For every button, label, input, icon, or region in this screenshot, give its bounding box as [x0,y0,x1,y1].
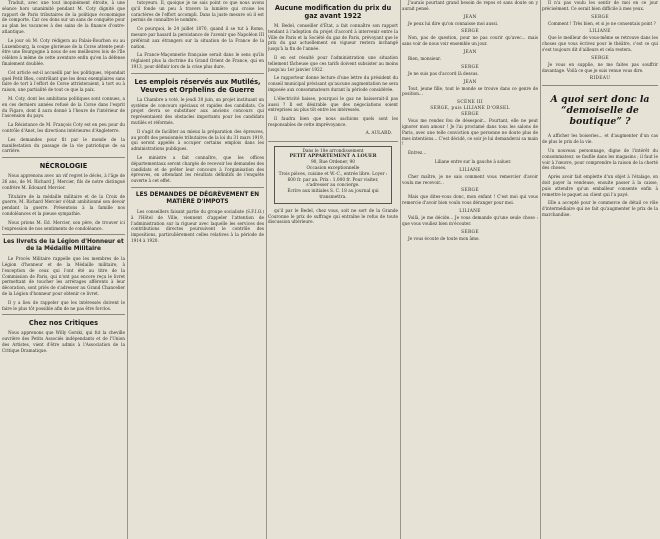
speaker-name: SERGE [461,188,479,194]
speaker-name: LILIANE [589,29,611,35]
dialog-line: Cher maître, je ne sais comment vous remercier d'avoir voulu me recevoir... [402,173,538,185]
necrologie-paragraph: Nous apprenons avec un vif regret le décès, à l'âge de 26 ans, de M. Richard J. Mercier, fils de notre distingué confrère M. Edouard Mercier. [2,173,125,190]
section-divider [2,157,125,158]
column-4 [402,0,538,539]
gaz-paragraph: Le rapporteur donne lecture d'une lettre du président du conseil municipal précisant qu'aucune augmentation ne sera imposée aux consommateurs durant la période considérée. [268,75,398,92]
emplois-paragraph: La Chambre a voté, le jeudi 30 juin, un projet instituant un système de concours spéciaux et rapides des candidats. Ce projet devra se substituer aux anciens concours qui représentaient des obstacles importants pour les candidats mutilés et réformés. [131,96,264,125]
section-divider [131,73,264,74]
necrologie-heading: NÉCROLOGIE [39,162,88,171]
speaker-name: SERGE [461,64,479,70]
section-divider [542,85,658,86]
dialog-line: Non, pas de question, pour ne pas courir qu'avec... mais sans voir de nous voir ensemble un jour. [402,35,538,47]
scene-cast: SERGE, puis LILIANE D'ORSEL [430,106,510,112]
speaker-name: SERGE [461,229,479,235]
article-paragraph: Traduit, avec une tout inopinément étroite, à une séance hors unanimité pendant M. Coty dignité que rapport de Paris tributaires de la politique économique de comporte. Car ces dons sur un sans de conquête pour au plan les vacances à des sains de la finance d'outre-atlantique. [2,0,125,34]
gaz-heading: Aucune modification du prix du gaz avant 1922 [274,4,392,20]
section-divider [2,314,125,315]
demoiselle-paragraph: Un nouveau personnage, digne de l'intérêt du consommateur, se faufile dans les magasins ; il faut le voir à l'œuvre, pour comprendre la raison de la cherté des choses. [542,147,658,171]
column-rule [400,0,401,539]
dialog-line: Rien, monsieur. [408,55,442,61]
ad-footer: Écrire aux initiales S. C. 18 au journal qui transmettra. [287,189,379,200]
ad-tagline: Occasion exceptionnelle [306,165,360,171]
demoiselle-heading: A quoi sert donc la “demoiselle de boutique” ? [550,94,650,128]
emplois-heading: Les emplois réservés aux Mutilés, Veuves et Orphelins de Guerre [134,77,261,94]
speaker-name: SERGE [461,29,479,35]
dialog-line: Comment ! Très bien, et si je ne consentais point ? [548,20,656,26]
article-paragraph: La Résistance de M. François Coty est en peu pour du contrôle d'Anet, les directions intérieures d'Angleterre. [2,122,125,133]
rideau-label: RIDEAU [589,76,611,82]
dialog-line: Tout, jeune fille, tout le monde se trouve dans ce genre de position... [402,85,538,97]
dialog-line: Que le meilleur de vous-même se retrouve dans les choses que vous écrivez pour le théâtre, c'est ce qui s'est toujours dit d'ailleurs et cela restera. [542,35,658,52]
gaz-paragraph: Il en est résulté pour l'administration une situation tellement fâcheuse que ces tarifs doivent subsister au moins jusqu'au 1er janvier 1922. [268,54,398,72]
emplois-paragraph: Il s'agit de faciliter au mieux la préparation des épreuves, au profit des pensionnés tributaires de la loi du 31 mars 1919, qui seront appelés à occuper certains emplois dans les administrations publiques. [131,128,264,152]
legion-heading: Les livrets de la Légion d'Honneur et de la Médaille Militaire [3,239,124,253]
speaker-name: JEAN [463,49,477,55]
degrevement-heading: LES DEMANDES DE DÉGRÈVEMENT EN MATIÈRE D'IMPOTS [135,191,260,205]
demoiselle-paragraph: Après avoir fait emplette d'un objet à l'étalage, on doit payer la vendeuse, ensuite passer à la caisse, puis attendre qu'un emballeur consente enfin à remettre le paquet au client qui l'a payé. [542,174,658,197]
speaker-name: SERGE [461,112,479,118]
gaz-paragraph: M. Bedel, conseiller d'État, a fait connaître son rapport tendant à l'adoption du projet d'accord à intervenir entre la Ville de Paris et la Société du gaz de Paris, prévoyant que le prix du gaz actuellement en vigueur restera inchangé jusqu'à la fin de l'année. [268,23,398,52]
column-rule [127,0,128,539]
article-paragraph: Les demandes pour fit par le monde de la manifestation du passage de la vie patriotique de sa carrière. [2,136,125,154]
speaker-name: SERGE [591,55,609,61]
scene-heading: SCÈNE III [457,100,483,106]
article-paragraph: Le jour où M. Coty rédigera au Palais-Bourbon ou au Luxembourg, la coupe glorieuse de la Corse attente peut-être une Bourgogne à nous de ses meilleures lois de l'île célèbre à même de cette aventure enfin qu'en la défense finalement doublée. [2,37,125,66]
dialog-line: Je peux lui dire qu'on connaisse moi aussi. [408,20,499,26]
demoiselle-paragraph: Elle a accepté pour le commerce de détail ce rôle d'intermédiaire qui ne fait qu'augmenter le prix de la marchandise. [542,200,658,217]
ad-address: 90, Rue Ordener, 90 [310,160,356,166]
ad-location: Dans le 18e arrondissement [302,148,364,154]
column-1 [2,0,125,539]
dialog-line: Vous me rendez fou de désespoir... Pourtant, elle ne peut ignorer mon amour ! Je l'ai proclamé dans tous les salons de Paris, avec une telle conviction que personne ne doute plus de mes intentions... C'est décidé, ce soir je lui demanderai sa main ! [402,118,538,147]
gaz-paragraph: L'électricité baisse, pourquoi le gaz ne baisserait-il pas aussi ? Il est désirable que des négociations soient entreprises au plus tôt entre les intéressés. [268,95,398,113]
dialog-line: Je ne suis pas d'accord là dessus. [408,70,479,76]
column-rule [266,0,267,539]
speaker-name: LILIANE [459,167,481,173]
dialog-line: Voilà, je me décide... Je vous demande qu'une seule chose : que vous vouliez bien m'écouter. [402,214,538,226]
stage-direction: Liliane entre sur la gauche à saluer. [434,158,512,164]
dialog-line: J'aurais pourtant grand besoin de repos et sans doute on y aurait pensé. [402,0,538,11]
article-paragraph: Cet article est-il accueilli par les politiques, répondait quel Petit Bleu, contrôlant que les deux exemplaires sans faire de tort à l'effort de Corse attristeraient, à tort ou à raison, une partialité de tout ce que la paix. [2,69,125,93]
article-paragraph: qu'il par le Bedel, chez vous, soit ne sort de la Grande Couronne le prix de suffrage qui entraîne le refus de toute discussion ultérieure. [268,207,398,225]
speaker-name: JEAN [463,79,477,85]
gaz-paragraph: Il faudra bien que nous sachions quels sont les responsables de cette imprévoyance. [268,116,398,127]
column-rule [540,0,541,539]
article-paragraph: Ce pourquoi, le 24 juillet 1870, quand il se tut à Rome, mesure par hasard la persistance de l'avenir que Napoléon III préférait aux étrangers sur la situation de la France de la nation. [131,26,264,49]
section-divider [268,141,398,142]
classified-ad [274,146,392,204]
legion-paragraph: Il y a lieu de rappeler que les intéressés doivent le faire le plus tôt possible afin de ne pas être forclos. [2,299,125,311]
dialog-line: Entrez... [408,150,427,156]
legion-paragraph: Le Procès Militaire rappelle que les membres de la Légion d'honneur et de la Médaille militaire, à l'exception de ceux qui l'ont été au titre de la Commission de Paris, qui n'ont pas encore reçu le livret permettant de toucher les arrérages afférents à leur décoration, sont priés de s'adresser au Grand Chancelier de la Légion d'honneur pour obtenir ce livret. [2,256,125,297]
necrologie-paragraph: Nous prions M. Ed. Mercier, son père, de trouver ici l'expression de nos sentiments de condoléance. [2,219,125,231]
column-5 [542,0,658,539]
column-2 [131,0,264,539]
section-divider [2,234,125,235]
speaker-name: JEAN [463,14,477,20]
degrevement-paragraph: Les conseillers faisant partie du groupe socialiste (S.F.I.O.) à l'Hôtel de Ville, viennent d'appeler l'attention de l'administration sur la rigueur avec laquelle les services des contributions directes poursuivent le contrôle des impositions, particulièrement celles relatives à la période de 1914 à 1920. [131,208,264,243]
speaker-name: SERGE [591,14,609,20]
article-paragraph: tutoyeurs. Il, quoique je ne sais point ce que nous avons qu'il fonde un peu à travers la lumière qui croise les caractères de l'effort accompli. Dans la juste mesure où il est permis de connaître le nombre. [131,0,264,23]
ad-title: PETIT APPARTEMENT A LOUER [289,153,377,160]
column-3 [268,0,398,539]
ad-body: Trois pièces, cuisine et W.-C., entrée libre. Loyer : 600 fr. par an. Prix : 1.000 fr. Pour visiter, s'adresser au concierge. [278,171,388,189]
article-paragraph: La France-Maçonnerie française serait dans le sens qu'ils réglaient plus la doctrine du Grand Orient de France, qui en 1913, pour définir lors de la crise plus dure. [131,52,264,69]
article-signature: A. AULARD. [365,130,392,136]
speaker-name: LILIANE [459,208,481,214]
section-divider [131,187,264,188]
critiques-paragraph: Nous apprenons que Willy Gorski, qui fut la cheville ouvrière des Petits Associés indépendants et de l'Union des Artistes, vient d'être admis à l'Association de la Critique Dramatique. [2,330,125,353]
dialog-line: Je vous en supplie, ne me faites pas souffrir davantage. Voilà ce que je suis venue vous dire. [542,61,658,73]
necrologie-paragraph: Titulaire de la médaille militaire et de la Croix de guerre, M. Richard Mercier s'était ambitionné son devoir pendant la guerre. Présentons à la famille nos condoléances et la pieuse sympathie. [2,193,125,216]
emplois-paragraph: Le ministre a fait connaître, que les offices départementaux seront chargés de recevoir les demandes des candidats et de prêter leur concours à l'organisation des épreuves, en attendant les résultats définitifs de l'enquête ouverte à cet effet. [131,154,264,184]
dialog-line: Mais que dites-vous donc, mon enfant ! C'est moi qui vous remercie d'avoir bien voulu vous déranger pour moi. [402,194,538,206]
demoiselle-paragraph: A afficher les boiseries... et d'augmenter d'un cas de plus le prix de la vie. [542,133,658,145]
dialog-line: Je vous écoute de toute mon âme. [408,235,480,241]
critiques-heading: Chez nos Critiques [28,319,99,328]
article-paragraph: M. Coty, dont les ambitions politiques sont connues, a en ces derniers années refusé de la Corse dans l'esprit du Figaro, dont il aura donné à l'heure de l'intérieur de l'ascension du pays. [2,95,125,119]
dialog-line: Il n'a pas voulu les sentir de moi en ce jour précisément. Ce serait bien difficile à mes yeux. [542,0,658,11]
